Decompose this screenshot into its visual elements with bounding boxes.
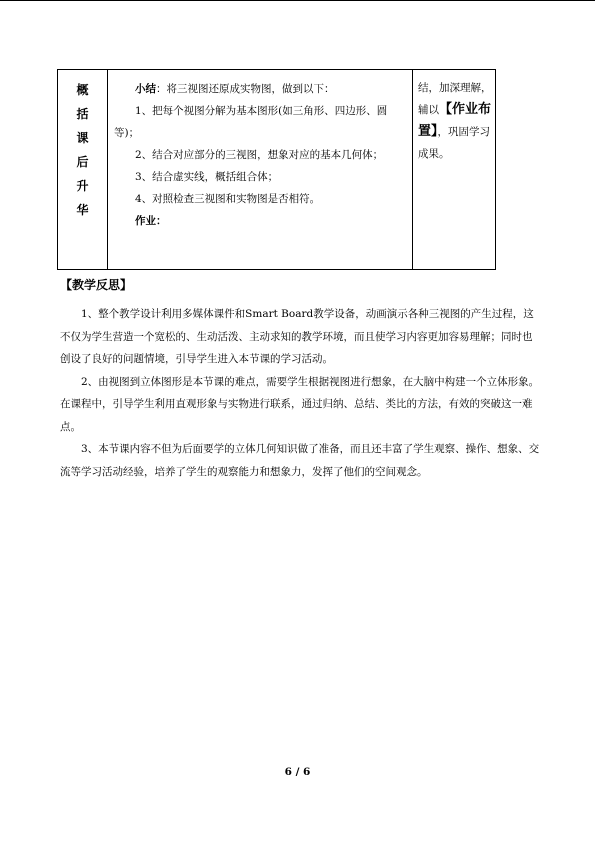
section-char: 华 (76, 203, 89, 217)
intent-cell (413, 70, 496, 270)
intent-text (418, 77, 492, 165)
section-char: 升 (76, 179, 89, 193)
reflection-paragraph: 3、本节课内容不但为后面要学的立体几何知识做了准备，而且还丰富了学生观察、操作、想象、交流等学习活动经验，培养了学生的观察能力和想象力，发挥了他们的空间观念。 (60, 443, 540, 478)
section-char: 后 (76, 155, 89, 169)
reflection-paragraph: 2、由视图到立体图形是本节课的难点，需要学生根据视图进行想象，在大脑中构建一个立体形象。在课程中，引导学生利用直观形象与实物进行联系，通过归纳、总结、类比的方法，有效的突破这一难点。 (60, 375, 540, 433)
reflection-body (60, 303, 542, 483)
summary-item: 2、结合对应部分的三视图，想象对应的基本几何体； (135, 149, 384, 161)
homework-label: 作业： (135, 215, 167, 227)
table-row (58, 70, 496, 270)
section-label (58, 70, 107, 222)
header-rule (0, 0, 595, 1)
page-number: 6 / 6 (284, 766, 311, 778)
content-cell (108, 70, 413, 270)
intent-tail: ，巩固学习成果。 (418, 126, 491, 160)
section-char: 概 (76, 83, 89, 97)
section-char: 括 (76, 107, 89, 121)
summary-item: 4、对照检查三视图和实物图是否相符。 (135, 193, 321, 205)
intent-intro: 结，加深理解，辅以 (418, 82, 492, 116)
section-label-cell (58, 70, 108, 270)
summary-item: 1、把每个视图分解为基本图形(如三角形、四边形、圆等)； (114, 105, 388, 139)
lesson-table (57, 69, 496, 270)
summary-line (114, 78, 406, 100)
homework-title: 【作业布置】 (418, 102, 492, 139)
reflection-title: 【教学反思】 (60, 278, 133, 292)
section-char: 课 (76, 131, 89, 145)
summary-item: 3、结合虚实线，概括组合体； (135, 171, 279, 183)
summary-label: 小结 (135, 83, 156, 95)
summary-text: ：将三视图还原成实物图，做到以下： (156, 83, 335, 95)
reflection-paragraph: 1、整个教学设计利用多媒体课件和Smart Board教学设备，动画演示各种三视图的产生过程，这不仅为学生营造一个宽松的、生动活泼、主动求知的教学环境，而且使学习内容更加容易理解；同时也创设了良好的问题情境，引导学生进入本节课的学习活动。 (60, 308, 534, 365)
